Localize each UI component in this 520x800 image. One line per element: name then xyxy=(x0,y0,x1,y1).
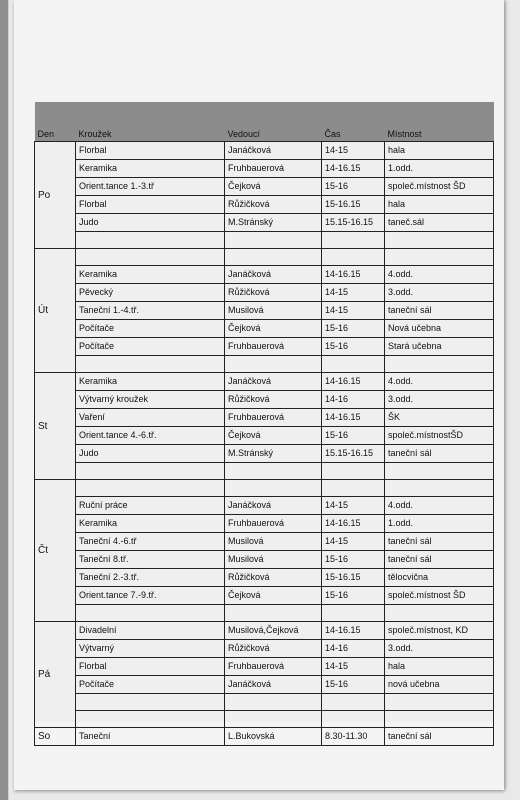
cell-vedouci: Čejková xyxy=(225,320,322,338)
cell-mistnost: 1.odd. xyxy=(385,160,494,178)
day-label: Po xyxy=(35,142,76,249)
cell-krouzek xyxy=(76,605,225,622)
cell-cas: 15.15-16.15 xyxy=(322,214,385,232)
cell-cas: 14-16.15 xyxy=(322,409,385,427)
cell-vedouci: M.Stránský xyxy=(225,214,322,232)
cell-cas: 15.15-16.15 xyxy=(322,445,385,463)
cell-cas xyxy=(322,249,385,266)
cell-vedouci: Janáčková xyxy=(225,373,322,391)
cell-vedouci: Fruhbauerová xyxy=(225,160,322,178)
cell-vedouci: Fruhbauerová xyxy=(225,409,322,427)
table-row xyxy=(35,409,494,427)
cell-vedouci xyxy=(225,694,322,711)
cell-vedouci: Musilová xyxy=(225,551,322,569)
cell-krouzek: Judo xyxy=(76,214,225,232)
table-row xyxy=(35,427,494,445)
cell-cas: 15-16 xyxy=(322,551,385,569)
cell-cas: 14-15 xyxy=(322,284,385,302)
header-krouzek: Kroužek xyxy=(76,102,225,142)
cell-mistnost: taneční sál xyxy=(385,302,494,320)
cell-krouzek xyxy=(76,694,225,711)
cell-krouzek: Divadelní xyxy=(76,622,225,640)
cell-mistnost: 1.odd. xyxy=(385,515,494,533)
cell-krouzek xyxy=(76,356,225,373)
header-mistnost: Místnost xyxy=(385,102,494,142)
cell-vedouci xyxy=(225,356,322,373)
schedule-table xyxy=(34,102,494,746)
cell-mistnost xyxy=(385,480,494,497)
cell-mistnost: 4.odd. xyxy=(385,497,494,515)
cell-krouzek: Počítače xyxy=(76,676,225,694)
cell-krouzek: Pěvecký xyxy=(76,284,225,302)
cell-krouzek: Florbal xyxy=(76,196,225,214)
cell-vedouci: Čejková xyxy=(225,178,322,196)
cell-cas: 14-16.15 xyxy=(322,515,385,533)
cell-krouzek: Taneční xyxy=(76,728,225,746)
table-row xyxy=(35,480,494,497)
header-cas: Čas xyxy=(322,102,385,142)
table-row xyxy=(35,497,494,515)
cell-cas xyxy=(322,711,385,728)
cell-vedouci: Musilová xyxy=(225,302,322,320)
cell-vedouci: Růžičková xyxy=(225,640,322,658)
cell-mistnost xyxy=(385,232,494,249)
cell-krouzek: Ruční práce xyxy=(76,497,225,515)
cell-vedouci: Čejková xyxy=(225,587,322,605)
day-label: So xyxy=(35,728,76,746)
cell-vedouci: Janáčková xyxy=(225,676,322,694)
cell-krouzek: Taneční 1.-4.tř. xyxy=(76,302,225,320)
cell-mistnost: 3.odd. xyxy=(385,284,494,302)
cell-mistnost: společ.místnost, KD xyxy=(385,622,494,640)
table-row xyxy=(35,266,494,284)
cell-cas xyxy=(322,232,385,249)
table-row xyxy=(35,676,494,694)
cell-cas: 14-16.15 xyxy=(322,373,385,391)
cell-cas: 15-16 xyxy=(322,676,385,694)
header-vedouci: Vedoucí xyxy=(225,102,322,142)
cell-cas: 14-16.15 xyxy=(322,266,385,284)
cell-cas: 8.30-11.30 xyxy=(322,728,385,746)
cell-vedouci xyxy=(225,249,322,266)
cell-krouzek: Výtvarný xyxy=(76,640,225,658)
day-label: Út xyxy=(35,249,76,373)
table-row xyxy=(35,711,494,728)
cell-mistnost: taneční sál xyxy=(385,533,494,551)
cell-cas: 14-16 xyxy=(322,391,385,409)
cell-vedouci: L.Bukovská xyxy=(225,728,322,746)
cell-cas xyxy=(322,694,385,711)
table-row xyxy=(35,320,494,338)
cell-krouzek: Keramika xyxy=(76,266,225,284)
cell-vedouci: M.Stránský xyxy=(225,445,322,463)
table-row xyxy=(35,232,494,249)
cell-krouzek: Taneční 8.tř. xyxy=(76,551,225,569)
cell-mistnost: taneční sál xyxy=(385,445,494,463)
cell-mistnost: hala xyxy=(385,196,494,214)
cell-cas: 14-15 xyxy=(322,658,385,676)
cell-mistnost xyxy=(385,711,494,728)
cell-vedouci: Musilová,Čejková xyxy=(225,622,322,640)
cell-mistnost: společ.místnost ŠD xyxy=(385,178,494,196)
cell-mistnost: hala xyxy=(385,142,494,160)
cell-krouzek xyxy=(76,463,225,480)
cell-mistnost: taneční sál xyxy=(385,551,494,569)
cell-mistnost: společ.místnostŠD xyxy=(385,427,494,445)
table-row xyxy=(35,284,494,302)
table-row xyxy=(35,533,494,551)
cell-vedouci: Růžičková xyxy=(225,284,322,302)
cell-krouzek: Počítače xyxy=(76,338,225,356)
cell-krouzek xyxy=(76,232,225,249)
table-row xyxy=(35,515,494,533)
cell-mistnost: 3.odd. xyxy=(385,391,494,409)
cell-mistnost: taneční sál xyxy=(385,728,494,746)
cell-vedouci: Fruhbauerová xyxy=(225,338,322,356)
cell-cas: 15-16 xyxy=(322,338,385,356)
cell-mistnost xyxy=(385,249,494,266)
table-row xyxy=(35,373,494,391)
cell-vedouci: Růžičková xyxy=(225,196,322,214)
cell-mistnost xyxy=(385,605,494,622)
cell-cas: 14-15 xyxy=(322,302,385,320)
cell-cas: 14-16.15 xyxy=(322,160,385,178)
header-den: Den xyxy=(35,102,76,142)
cell-mistnost xyxy=(385,694,494,711)
cell-cas xyxy=(322,605,385,622)
cell-vedouci: Janáčková xyxy=(225,497,322,515)
cell-mistnost: nová učebna xyxy=(385,676,494,694)
cell-krouzek: Počítače xyxy=(76,320,225,338)
cell-cas: 15-16 xyxy=(322,320,385,338)
cell-krouzek: Výtvarný kroužek xyxy=(76,391,225,409)
table-row xyxy=(35,445,494,463)
cell-mistnost: 3.odd. xyxy=(385,640,494,658)
table-row xyxy=(35,338,494,356)
cell-krouzek: Taneční 2.-3.tř. xyxy=(76,569,225,587)
cell-mistnost xyxy=(385,463,494,480)
cell-vedouci: Čejková xyxy=(225,427,322,445)
cell-krouzek: Vaření xyxy=(76,409,225,427)
day-label: Pá xyxy=(35,622,76,728)
table-row xyxy=(35,178,494,196)
table-row xyxy=(35,249,494,266)
table-row xyxy=(35,728,494,746)
cell-vedouci: Janáčková xyxy=(225,266,322,284)
table-row xyxy=(35,463,494,480)
cell-mistnost: 4.odd. xyxy=(385,373,494,391)
cell-vedouci xyxy=(225,463,322,480)
cell-krouzek: Florbal xyxy=(76,142,225,160)
table-row xyxy=(35,658,494,676)
table-row xyxy=(35,694,494,711)
cell-cas: 15-16 xyxy=(322,427,385,445)
day-label: Čt xyxy=(35,480,76,622)
cell-krouzek xyxy=(76,480,225,497)
table-row xyxy=(35,214,494,232)
cell-cas: 14-16.15 xyxy=(322,622,385,640)
cell-krouzek: Keramika xyxy=(76,515,225,533)
table-row xyxy=(35,142,494,160)
cell-cas: 14-15 xyxy=(322,497,385,515)
cell-krouzek xyxy=(76,711,225,728)
table-row xyxy=(35,605,494,622)
cell-mistnost: Nová učebna xyxy=(385,320,494,338)
cell-cas: 15-16 xyxy=(322,587,385,605)
cell-mistnost: hala xyxy=(385,658,494,676)
table-row xyxy=(35,356,494,373)
cell-krouzek: Keramika xyxy=(76,373,225,391)
schedule-body xyxy=(35,142,494,746)
header-row xyxy=(35,102,494,142)
cell-mistnost xyxy=(385,356,494,373)
cell-mistnost: Stará učebna xyxy=(385,338,494,356)
cell-mistnost: taneč.sál xyxy=(385,214,494,232)
table-row xyxy=(35,640,494,658)
cell-vedouci xyxy=(225,232,322,249)
cell-vedouci: Růžičková xyxy=(225,569,322,587)
cell-krouzek: Keramika xyxy=(76,160,225,178)
cell-krouzek: Orient.tance 4.-6.tř. xyxy=(76,427,225,445)
cell-krouzek xyxy=(76,249,225,266)
cell-vedouci xyxy=(225,480,322,497)
cell-cas xyxy=(322,480,385,497)
cell-vedouci: Fruhbauerová xyxy=(225,658,322,676)
cell-cas xyxy=(322,356,385,373)
cell-cas: 14-16 xyxy=(322,640,385,658)
cell-vedouci: Janáčková xyxy=(225,142,322,160)
cell-cas: 15-16 xyxy=(322,178,385,196)
cell-krouzek: Orient.tance 1.-3.tř xyxy=(76,178,225,196)
table-row xyxy=(35,302,494,320)
cell-cas: 14-15 xyxy=(322,533,385,551)
table-row xyxy=(35,551,494,569)
table-row xyxy=(35,622,494,640)
cell-mistnost: ŠK xyxy=(385,409,494,427)
cell-vedouci: Musilová xyxy=(225,533,322,551)
cell-vedouci xyxy=(225,711,322,728)
cell-krouzek: Florbal xyxy=(76,658,225,676)
table-row xyxy=(35,391,494,409)
cell-krouzek: Taneční 4.-6.tř xyxy=(76,533,225,551)
table-row xyxy=(35,196,494,214)
cell-mistnost: 4.odd. xyxy=(385,266,494,284)
day-label: St xyxy=(35,373,76,480)
cell-vedouci: Růžičková xyxy=(225,391,322,409)
cell-mistnost: společ.místnost ŠD xyxy=(385,587,494,605)
cell-vedouci xyxy=(225,605,322,622)
cell-vedouci: Fruhbauerová xyxy=(225,515,322,533)
table-row xyxy=(35,569,494,587)
cell-krouzek: Orient.tance 7.-9.tř. xyxy=(76,587,225,605)
cell-cas xyxy=(322,463,385,480)
cell-cas: 15-16.15 xyxy=(322,569,385,587)
table-row xyxy=(35,160,494,178)
table-row xyxy=(35,587,494,605)
cell-cas: 15-16.15 xyxy=(322,196,385,214)
cell-mistnost: tělocvična xyxy=(385,569,494,587)
cell-cas: 14-15 xyxy=(322,142,385,160)
cell-krouzek: Judo xyxy=(76,445,225,463)
